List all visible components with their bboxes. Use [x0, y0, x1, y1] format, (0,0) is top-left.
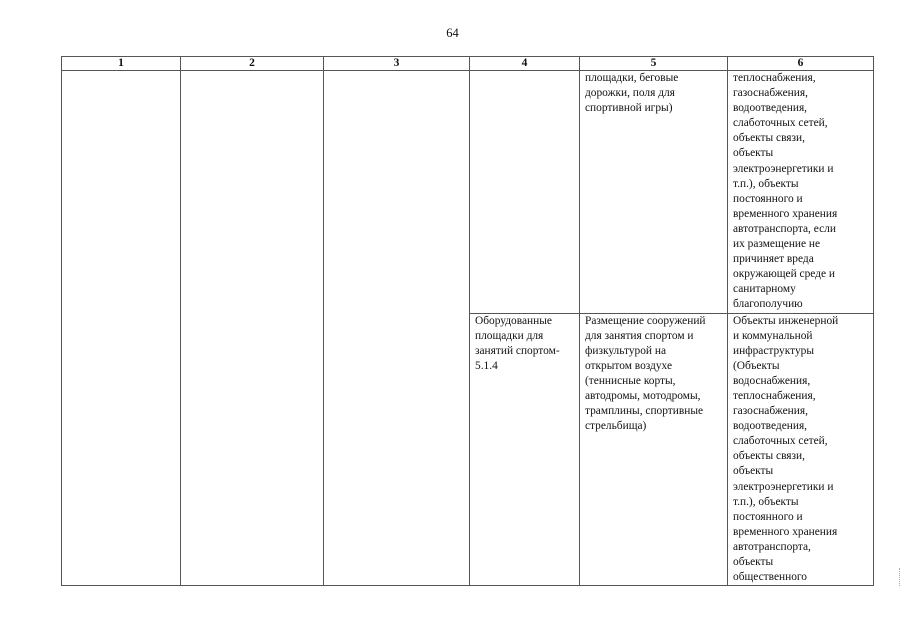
- cell-text: Размещение сооружений для занятия спортом и физкультурой на открытом воздухе (теннисные корты, автодромы, мотодромы, трамплины, спортивные стрельбища): [585, 314, 706, 433]
- cell-use-description: [580, 313, 728, 586]
- cell-use-description: [580, 71, 728, 314]
- column-header-2: 2: [181, 57, 324, 71]
- cell-text: Оборудованные площадки для занятий спортом- 5.1.4: [475, 314, 560, 372]
- cell-col3-empty: [324, 71, 470, 586]
- cell-col2-empty: [181, 71, 324, 586]
- cell-text: теплоснабжения, газоснабжения, водоотведения, слаботочных сетей, объекты связи, объекты электроэнергетики и т.п.), объекты постоянного и временного хранения автотранспорта, если их размещение не причиняет вреда окружающей среде и санитарному благополучию: [733, 72, 838, 311]
- zoning-table: [61, 56, 874, 586]
- column-header-5: 5: [580, 57, 728, 71]
- header-row: [62, 57, 874, 71]
- scan-margin-mark: [899, 568, 903, 586]
- cell-use-name: [470, 71, 580, 314]
- cell-text: Объекты инженерной и коммунальной инфраструктуры (Объекты водоснабжения, теплоснабжения, газоснабжения, водоотведения, слаботочных сетей, объекты связи, объекты электроэнергетики и т.п.), объекты постоянного и временного хранения автотранспорта, объекты общественного: [733, 314, 839, 584]
- cell-auxiliary-uses: [728, 71, 874, 314]
- column-header-3: 3: [324, 57, 470, 71]
- cell-use-name: [470, 313, 580, 586]
- table-row: [62, 71, 874, 314]
- page-number: 64: [446, 26, 459, 40]
- column-header-1: 1: [62, 57, 181, 71]
- column-header-4: 4: [470, 57, 580, 71]
- cell-text: площадки, беговые дорожки, поля для спортивной игры): [585, 72, 679, 115]
- column-header-6: 6: [728, 57, 874, 71]
- cell-auxiliary-uses: [728, 313, 874, 586]
- cell-col1-empty: [62, 71, 181, 586]
